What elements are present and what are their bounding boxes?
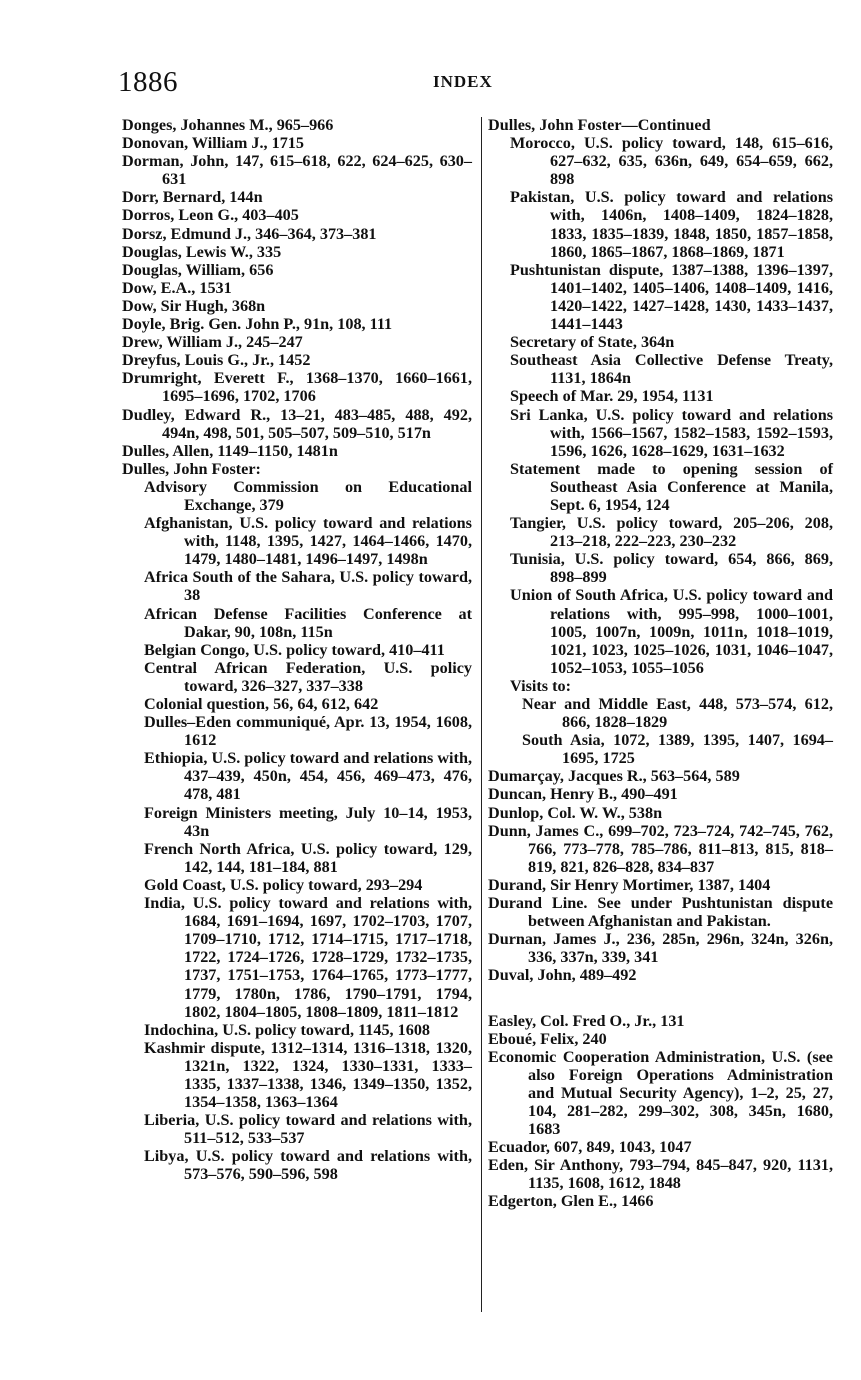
index-entry: Edgerton, Glen E., 1466: [488, 1192, 654, 1211]
index-entry: Durand, Sir Henry Mortimer, 1387, 1404: [488, 875, 771, 894]
index-subentry: Dulles–Eden communiqué, Apr. 13, 1954, 1608, 1612: [144, 713, 472, 750]
index-entry: Easley, Col. Fred O., Jr., 131: [488, 1011, 685, 1030]
index-subentry: Colonial question, 56, 64, 612, 642: [144, 695, 379, 713]
column-divider: [481, 117, 482, 1312]
index-entry: Durand Line. See under Pushtunistan dispute between Afghanistan and Pakistan.: [488, 894, 833, 931]
index-entry: Drew, William J., 245–247: [122, 333, 303, 352]
index-subentry: Gold Coast, U.S. policy toward, 293–294: [144, 875, 423, 894]
index-entry: Duval, John, 489–492: [488, 966, 637, 985]
section-gap: [488, 985, 833, 1012]
index-subentry: Statement made to opening session of Southeast Asia Conference at Manila, Sept. 6, 1954, 124: [510, 459, 833, 514]
index-subentry: Central African Federation, U.S. policy toward, 326–327, 337–338: [144, 658, 472, 695]
page-number: 1886: [118, 66, 178, 98]
running-head: INDEX: [433, 72, 493, 91]
index-entry: Durnan, James J., 236, 285n, 296n, 324n, 326n, 336, 337n, 339, 341: [488, 930, 833, 967]
index-subentry: Belgian Congo, U.S. policy toward, 410–411: [144, 640, 445, 659]
index-subentry: Tunisia, U.S. policy toward, 654, 866, 869, 898–899: [510, 550, 833, 587]
index-subentry: Indochina, U.S. policy toward, 1145, 1608: [144, 1020, 431, 1039]
index-entry: Donovan, William J., 1715: [122, 134, 304, 153]
index-entry: Dorman, John, 147, 615–618, 622, 624–625, 630–631: [122, 152, 472, 189]
index-subentry: Visits to:: [510, 676, 571, 695]
index-subentry: Southeast Asia Collective Defense Treaty, 1131, 1864n: [510, 351, 833, 388]
index-entry: Douglas, William, 656: [122, 260, 274, 279]
index-subentry: Liberia, U.S. policy toward and relations with, 511–512, 533–537: [144, 1111, 472, 1148]
index-entry: Dreyfus, Louis G., Jr., 1452: [122, 351, 311, 370]
index-subentry: Near and Middle East, 448, 573–574, 612, 866, 1828–1829: [522, 695, 833, 732]
index-entry: Dunn, James C., 699–702, 723–724, 742–745, 762, 766, 773–778, 785–786, 811–813, 815, 818–819, 821, 826–828, 834–837: [488, 821, 833, 876]
index-subentry: Secretary of State, 364n: [510, 333, 675, 352]
index-entry: Duncan, Henry B., 490–491: [488, 785, 678, 804]
index-subentry: Advisory Commission on Educational Exchange, 379: [144, 477, 472, 514]
index-entry: Dow, Sir Hugh, 368n: [122, 296, 266, 315]
index-entry: Dorsz, Edmund J., 346–364, 373–381: [122, 224, 377, 243]
index-entry: Doyle, Brig. Gen. John P., 91n, 108, 111: [122, 315, 393, 334]
index-subentry: Foreign Ministers meeting, July 10–14, 1953, 43n: [144, 803, 472, 840]
index-entry: Douglas, Lewis W., 335: [122, 242, 282, 261]
index-entry: Dumarçay, Jacques R., 563–564, 589: [488, 767, 740, 786]
index-column-right: [488, 116, 833, 1211]
index-column-left: [122, 116, 472, 1184]
index-entry: Eboué, Felix, 240: [488, 1029, 607, 1048]
index-subentry: Tangier, U.S. policy toward, 205–206, 208, 213–218, 222–223, 230–232: [510, 514, 833, 551]
index-subentry: India, U.S. policy toward and relations with, 1684, 1691–1694, 1697, 1702–1703, 1707, 1709–1710, 1712, 1714–1715, 1717–1718, 1722, 1724–1726, 1728–1729, 1732–1735, 1737, 1751–1753, 1764–1765, 1773–1777, 1779, 1780n, 1786, 1790–1791, 1794, 1802, 1804–1805, 1808–1809, 1811–1812: [144, 894, 472, 1021]
index-subentry: Morocco, U.S. policy toward, 148, 615–616, 627–632, 635, 636n, 649, 654–659, 662, 898: [510, 134, 833, 189]
index-entry: Dorros, Leon G., 403–405: [122, 206, 299, 225]
index-subentry: South Asia, 1072, 1389, 1395, 1407, 1694–1695, 1725: [522, 731, 833, 768]
index-entry: Eden, Sir Anthony, 793–794, 845–847, 920, 1131, 1135, 1608, 1612, 1848: [488, 1156, 833, 1193]
index-entry: Dow, E.A., 1531: [122, 278, 232, 297]
index-subentry: Kashmir dispute, 1312–1314, 1316–1318, 1320, 1321n, 1322, 1324, 1330–1331, 1333–1335, 1337–1338, 1346, 1349–1350, 1352, 1354–1358, 1363–1364: [144, 1038, 472, 1112]
index-entry: Dulles, Allen, 1149–1150, 1481n: [122, 441, 338, 460]
index-subentry: French North Africa, U.S. policy toward, 129, 142, 144, 181–184, 881: [144, 839, 472, 876]
index-entry: Dorr, Bernard, 144n: [122, 188, 263, 207]
index-entry: Dudley, Edward R., 13–21, 483–485, 488, 492, 494n, 498, 501, 505–507, 509–510, 517n: [122, 405, 472, 442]
index-entry: Drumright, Everett F., 1368–1370, 1660–1661, 1695–1696, 1702, 1706: [122, 369, 472, 406]
index-subentry: Afghanistan, U.S. policy toward and relations with, 1148, 1395, 1427, 1464–1466, 1470, 1479, 1480–1481, 1496–1497, 1498n: [144, 514, 472, 569]
index-subentry: Pushtunistan dispute, 1387–1388, 1396–1397, 1401–1402, 1405–1406, 1408–1409, 1416, 1420–1422, 1427–1428, 1430, 1433–1437, 1441–1443: [510, 260, 833, 334]
index-subentry: African Defense Facilities Conference at Dakar, 90, 108n, 115n: [144, 604, 472, 641]
index-entry: Donges, Johannes M., 965–966: [122, 116, 334, 134]
index-subentry: Africa South of the Sahara, U.S. policy toward, 38: [144, 568, 472, 605]
index-entry: Economic Cooperation Administration, U.S. (see also Foreign Operations Administration and Mutual Security Agency), 1–2, 25, 27, 104, 281–282, 299–302, 308, 345n, 1680, 1683: [488, 1047, 833, 1139]
index-entry: Dulles, John Foster—Continued: [488, 116, 711, 134]
index-entry: Dulles, John Foster:: [122, 459, 261, 478]
index-subentry: Libya, U.S. policy toward and relations with, 573–576, 590–596, 598: [144, 1147, 472, 1184]
index-subentry: Pakistan, U.S. policy toward and relations with, 1406n, 1408–1409, 1824–1828, 1833, 1835–1839, 1848, 1850, 1857–1858, 1860, 1865–1867, 1868–1869, 1871: [510, 188, 833, 261]
index-subentry: Sri Lanka, U.S. policy toward and relations with, 1566–1567, 1582–1583, 1592–1593, 1596, 1626, 1628–1629, 1631–1632: [510, 405, 833, 460]
index-entry: Dunlop, Col. W. W., 538n: [488, 803, 663, 822]
index-entry: Ecuador, 607, 849, 1043, 1047: [488, 1138, 692, 1157]
index-subentry: Speech of Mar. 29, 1954, 1131: [510, 387, 714, 406]
index-subentry: Union of South Africa, U.S. policy toward and relations with, 995–998, 1000–1001, 1005, 1007n, 1009n, 1011n, 1018–1019, 1021, 1023, 1025–1026, 1031, 1046–1047, 1052–1053, 1055–1056: [510, 586, 833, 677]
index-subentry: Ethiopia, U.S. policy toward and relations with, 437–439, 450n, 454, 456, 469–473, 476, 478, 481: [144, 749, 472, 804]
